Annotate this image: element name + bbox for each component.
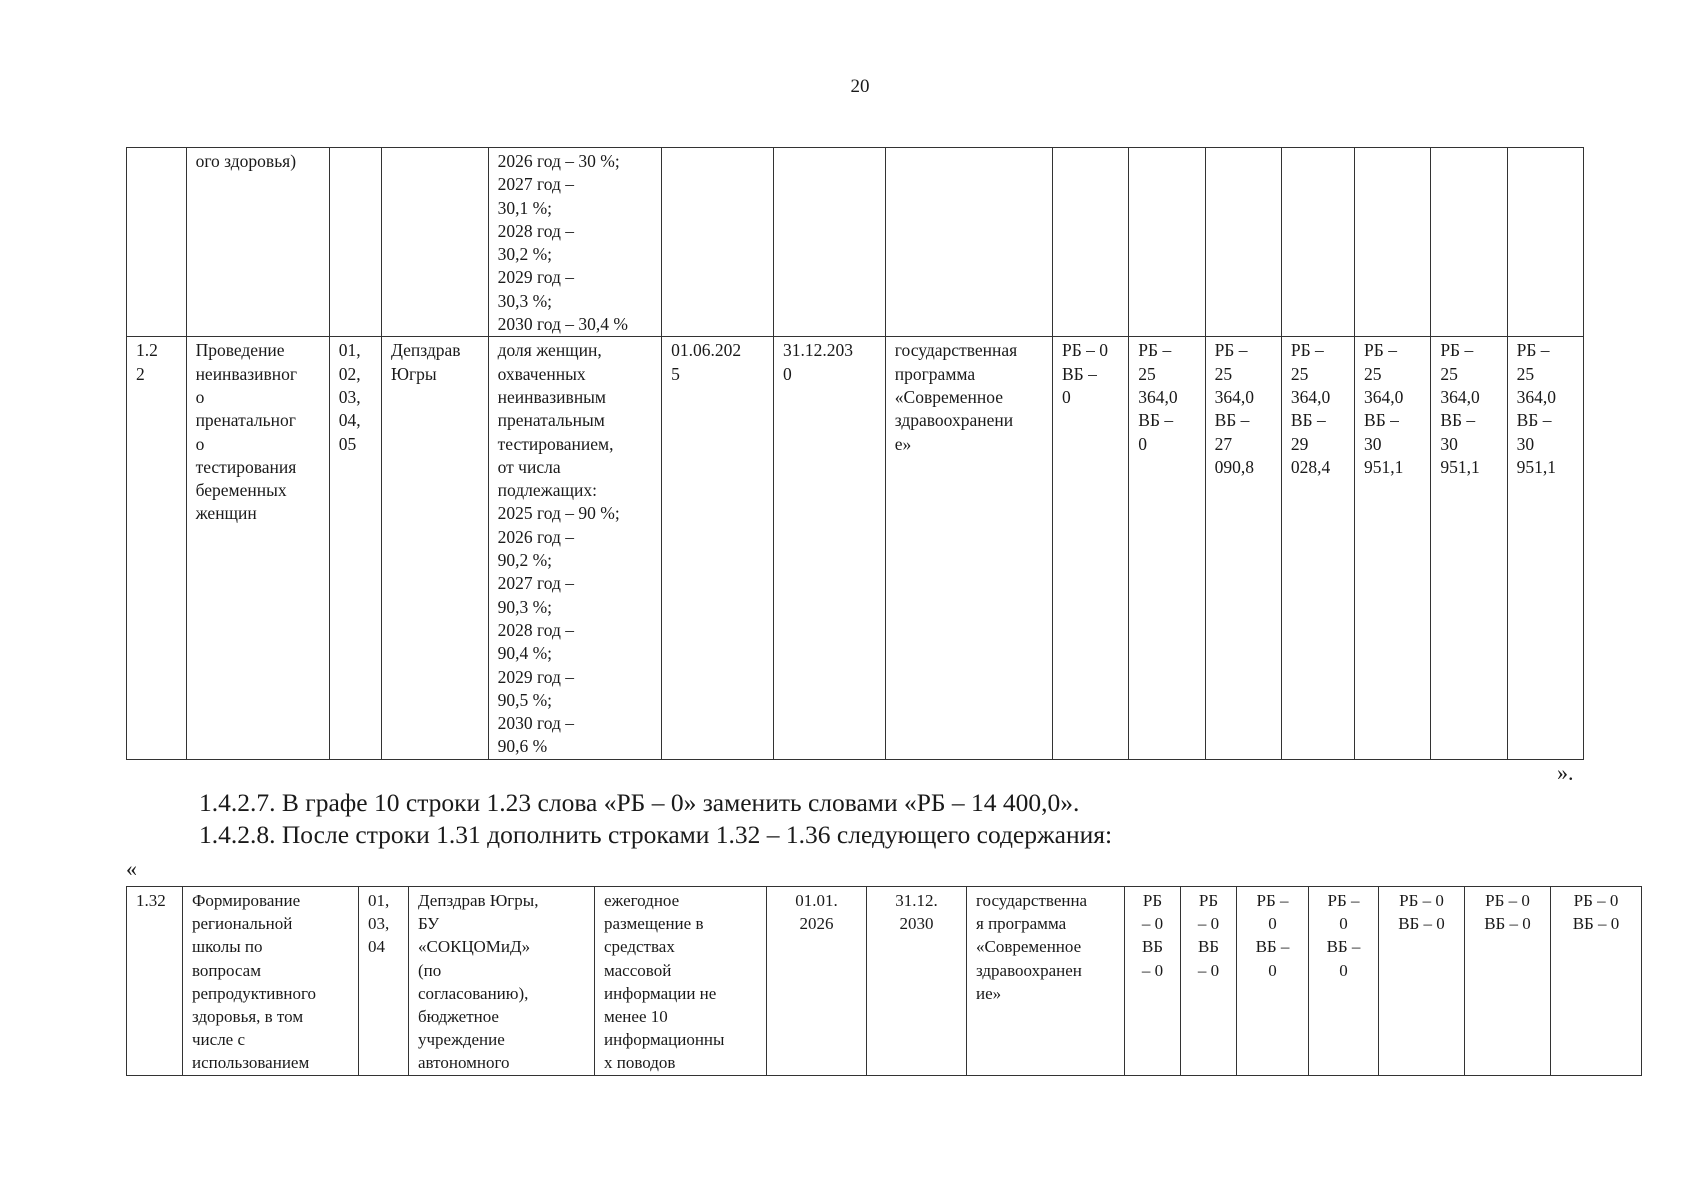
cell-text-line: РБ	[1198, 891, 1219, 910]
cell-text-line: здравоохранен	[976, 960, 1082, 980]
cell-text-line: РБ – 0	[1485, 891, 1530, 910]
cell-text-line: информации не	[604, 983, 717, 1003]
cell-text-line: ВБ –	[1326, 937, 1361, 957]
program-table-new-rows	[126, 886, 1642, 1076]
indicator-cell	[595, 887, 767, 1076]
funding-cell	[1281, 337, 1354, 759]
cell-text-line: 0	[1061, 386, 1071, 407]
cell-text-line: 2028 год –	[497, 619, 575, 640]
cell-text-line: РБ –	[1214, 340, 1248, 361]
cell-text-line: средствах	[604, 937, 675, 957]
task-codes-cell	[329, 148, 381, 337]
end-date-cell	[773, 148, 885, 337]
cell-text-line: 30,3 %;	[497, 290, 553, 311]
cell-text-line: здоровья, в том	[192, 1007, 304, 1027]
cell-text-line: женщин	[195, 503, 257, 524]
funding-cell	[1379, 887, 1465, 1076]
cell-text-line: РБ –	[1516, 340, 1550, 361]
cell-text-line: Депздрав	[391, 340, 461, 361]
cell-text-line: «Современное	[894, 386, 1004, 407]
cell-text-line: пренатальног	[195, 410, 296, 431]
cell-text-line: доля женщин,	[497, 340, 602, 361]
cell-text-line: «Современное	[976, 937, 1082, 957]
cell-text-line: программа	[894, 363, 976, 384]
executor-cell	[382, 337, 489, 759]
cell-text-line: (по	[418, 960, 442, 980]
cell-text-line: информационны	[604, 1030, 725, 1050]
cell-text-line: размещение в	[604, 914, 704, 934]
cell-text-line: 364,0	[1364, 386, 1404, 407]
cell-text-line: 01,	[368, 891, 390, 910]
row-number-cell	[127, 148, 187, 337]
cell-text-line: 03,	[368, 914, 390, 934]
cell-text-line: 2026 год –	[497, 526, 575, 547]
cell-text-line: числе с	[192, 1030, 246, 1050]
cell-text-line: о	[195, 386, 205, 407]
cell-text-line: 364,0	[1516, 386, 1556, 407]
cell-text-line: – 0	[1141, 960, 1164, 980]
cell-text-line: 31.12.	[895, 891, 938, 910]
program-table-continued	[126, 147, 1584, 760]
task-codes-cell	[359, 887, 409, 1076]
cell-text-line: 05	[338, 433, 357, 454]
task-codes-cell	[329, 337, 381, 759]
funding-cell	[1355, 148, 1431, 337]
activity-name-cell	[183, 887, 359, 1076]
cell-text-line: ВБ	[1197, 937, 1220, 957]
cell-text-line: 25	[1440, 363, 1458, 384]
cell-text-line: подлежащих:	[497, 480, 597, 501]
cell-text-line: 5	[671, 363, 680, 384]
cell-text-line: РБ – 0	[1399, 891, 1444, 910]
cell-text-line: 0	[1138, 433, 1148, 454]
cell-text-line: 364,0	[1440, 386, 1480, 407]
cell-text-line: ВБ –	[1364, 410, 1399, 431]
cell-text-line: государственная	[894, 340, 1018, 361]
cell-text-line: – 0	[1141, 914, 1164, 934]
start-date-cell	[767, 887, 867, 1076]
funding-cell	[1181, 887, 1237, 1076]
cell-text-line: тестирования	[195, 456, 297, 477]
cell-text-line: 028,4	[1290, 456, 1331, 477]
cell-text-line: 0	[1268, 914, 1277, 934]
cell-text-line: 29	[1290, 433, 1309, 454]
cell-text-line: ого здоровья)	[195, 151, 297, 171]
cell-text-line: 0	[782, 363, 792, 384]
funding-cell	[1507, 148, 1583, 337]
cell-text-line: «СОКЦОМиД»	[418, 937, 531, 957]
opening-quote: «	[126, 856, 137, 881]
executor-cell	[382, 148, 489, 337]
cell-text-line: 30,2 %;	[497, 244, 553, 265]
cell-text-line: 90,2 %;	[497, 550, 553, 571]
cell-text-line: неинвазивным	[497, 386, 607, 407]
cell-text-line: 951,1	[1364, 456, 1404, 477]
cell-text-line: региональной	[192, 914, 293, 934]
funding-cell	[1205, 148, 1281, 337]
cell-text-line: 27	[1214, 433, 1233, 454]
cell-text-line: 951,1	[1440, 456, 1480, 477]
program-cell	[885, 337, 1052, 759]
funding-cell	[1129, 337, 1205, 759]
cell-text-line: х поводов	[604, 1053, 676, 1073]
cell-text-line: 25	[1214, 363, 1233, 384]
cell-text-line: БУ	[418, 914, 440, 934]
cell-text-line: РБ – 0	[1573, 891, 1619, 910]
cell-text-line: 2029 год –	[497, 666, 575, 687]
cell-text-line: ие»	[976, 983, 1002, 1003]
cell-text-line: 2030 год – 30,4 %	[497, 314, 628, 335]
cell-text-line: 364,0	[1214, 386, 1254, 407]
cell-text-line: 0	[1339, 914, 1348, 934]
funding-cell	[1431, 337, 1507, 759]
funding-cell	[1431, 148, 1507, 337]
cell-text-line: 25	[1364, 363, 1382, 384]
cell-text-line: 25	[1290, 363, 1309, 384]
cell-text-line: автономного	[418, 1053, 510, 1073]
cell-text-line: ежегодное	[604, 891, 680, 910]
cell-text-line: 0	[1339, 960, 1348, 980]
cell-text-line: согласованию),	[418, 983, 529, 1003]
cell-text-line: менее 10	[604, 1007, 668, 1027]
cell-text-line: – 0	[1197, 960, 1220, 980]
cell-text-line: РБ	[1142, 891, 1163, 910]
cell-text-line: ВБ – 0	[1572, 914, 1620, 934]
cell-text-line: я программа	[976, 914, 1067, 934]
cell-text-line: 30	[1516, 433, 1535, 454]
cell-text-line: 2030	[899, 914, 934, 934]
cell-text-line: 1.32	[136, 891, 166, 910]
cell-text-line: Формирование	[192, 891, 301, 910]
cell-text-line: ВБ	[1141, 937, 1164, 957]
cell-text-line: 1.2	[136, 340, 158, 361]
cell-text-line: 30,1 %;	[497, 197, 553, 218]
cell-text-line: репродуктивного	[192, 983, 317, 1003]
row-number-cell	[127, 337, 187, 759]
cell-text-line: 04,	[338, 410, 361, 431]
table-row	[127, 887, 1642, 1076]
cell-text-line: бюджетное	[418, 1007, 499, 1027]
cell-text-line: учреждение	[418, 1030, 505, 1050]
funding-cell	[1309, 887, 1379, 1076]
cell-text-line: 90,4 %;	[497, 643, 553, 664]
cell-text-line: – 0	[1197, 914, 1220, 934]
cell-text-line: 2030 год –	[497, 713, 575, 734]
cell-text-line: неинвазивног	[195, 363, 298, 384]
cell-text-line: ВБ –	[1138, 410, 1174, 431]
end-date-cell	[867, 887, 967, 1076]
amendment-paragraph: 1.4.2.7. В графе 10 строки 1.23 слова «РБ – 0» заменить словами «РБ – 14 400,0».	[199, 788, 1080, 817]
indicator-cell	[488, 337, 662, 759]
cell-text-line: охваченных	[497, 363, 586, 384]
cell-text-line: 01,	[338, 340, 361, 361]
activity-name-cell	[186, 337, 329, 759]
cell-text-line: ВБ –	[1061, 363, 1097, 384]
end-date-cell	[773, 337, 885, 759]
cell-text-line: ВБ – 0	[1398, 914, 1445, 934]
cell-text-line: ВБ – 0	[1484, 914, 1531, 934]
cell-text-line: государственна	[976, 891, 1088, 910]
cell-text-line: школы по	[192, 937, 263, 957]
cell-text-line: 2027 год –	[497, 174, 575, 195]
cell-text-line: беременных	[195, 480, 287, 501]
cell-text-line: 30	[1440, 433, 1458, 454]
cell-text-line: РБ –	[1256, 891, 1289, 910]
cell-text-line: ВБ –	[1516, 410, 1552, 431]
cell-text-line: ВБ –	[1214, 410, 1250, 431]
cell-text-line: пренатальным	[497, 410, 605, 431]
cell-text-line: 2029 год –	[497, 267, 575, 288]
funding-cell	[1465, 887, 1551, 1076]
funding-cell	[1052, 148, 1128, 337]
activity-name-cell	[186, 148, 329, 337]
funding-cell	[1125, 887, 1181, 1076]
cell-text-line: о	[195, 433, 205, 454]
closing-quote: ».	[1557, 760, 1574, 785]
cell-text-line: 31.12.203	[782, 340, 853, 361]
funding-cell	[1355, 337, 1431, 759]
table-row	[127, 337, 1584, 759]
cell-text-line: ВБ –	[1255, 937, 1290, 957]
cell-text-line: ВБ –	[1440, 410, 1476, 431]
cell-text-line: 90,6 %	[497, 736, 548, 757]
program-cell	[885, 148, 1052, 337]
cell-text-line: 04	[368, 937, 385, 957]
cell-text-line: 25	[1138, 363, 1156, 384]
start-date-cell	[662, 148, 774, 337]
cell-text-line: вопросам	[192, 960, 261, 980]
indicator-cell	[488, 148, 662, 337]
funding-cell	[1205, 337, 1281, 759]
cell-text-line: 90,3 %;	[497, 596, 553, 617]
cell-text-line: Депздрав Югры,	[418, 891, 539, 910]
cell-text-line: е»	[894, 433, 912, 454]
cell-text-line: РБ –	[1364, 340, 1397, 361]
start-date-cell	[662, 337, 774, 759]
program-cell	[967, 887, 1125, 1076]
cell-text-line: от числа	[497, 456, 561, 477]
cell-text-line: 02,	[338, 363, 361, 384]
cell-text-line: использованием	[192, 1053, 310, 1073]
cell-text-line: 090,8	[1214, 456, 1254, 477]
cell-text-line: 2027 год –	[497, 573, 575, 594]
cell-text-line: 0	[1268, 960, 1277, 980]
cell-text-line: 2	[136, 363, 145, 384]
cell-text-line: РБ –	[1138, 340, 1172, 361]
cell-text-line: РБ –	[1440, 340, 1474, 361]
funding-cell	[1129, 148, 1205, 337]
cell-text-line: РБ –	[1290, 340, 1324, 361]
cell-text-line: 364,0	[1138, 386, 1178, 407]
cell-text-line: 90,5 %;	[497, 689, 553, 710]
row-number-cell	[127, 887, 183, 1076]
funding-cell	[1551, 887, 1642, 1076]
cell-text-line: 03,	[338, 386, 361, 407]
cell-text-line: 364,0	[1290, 386, 1331, 407]
cell-text-line: здравоохранени	[894, 410, 1014, 431]
funding-cell	[1507, 337, 1583, 759]
funding-cell	[1281, 148, 1354, 337]
cell-text-line: ВБ –	[1290, 410, 1326, 431]
cell-text-line: 2026	[799, 914, 834, 934]
cell-text-line: тестированием,	[497, 433, 614, 454]
page-number: 20	[850, 76, 870, 97]
cell-text-line: 951,1	[1516, 456, 1556, 477]
funding-cell	[1237, 887, 1309, 1076]
amendment-paragraph: 1.4.2.8. После строки 1.31 дополнить строками 1.32 – 1.36 следующего содержания:	[199, 820, 1113, 849]
cell-text-line: 01.01.	[795, 891, 838, 910]
executor-cell	[409, 887, 595, 1076]
cell-text-line: массовой	[604, 960, 672, 980]
cell-text-line: Проведение	[195, 340, 285, 361]
cell-text-line: 2025 год – 90 %;	[497, 503, 620, 524]
cell-text-line: РБ –	[1327, 891, 1360, 910]
cell-text-line: РБ – 0	[1061, 340, 1109, 361]
table-row	[127, 148, 1584, 337]
cell-text-line: Югры	[391, 363, 437, 384]
cell-text-line: 30	[1364, 433, 1382, 454]
cell-text-line: 2026 год – 30 %;	[497, 151, 620, 171]
cell-text-line: 01.06.202	[671, 340, 742, 361]
cell-text-line: 2028 год –	[497, 220, 575, 241]
cell-text-line: 25	[1516, 363, 1535, 384]
funding-cell	[1052, 337, 1128, 759]
